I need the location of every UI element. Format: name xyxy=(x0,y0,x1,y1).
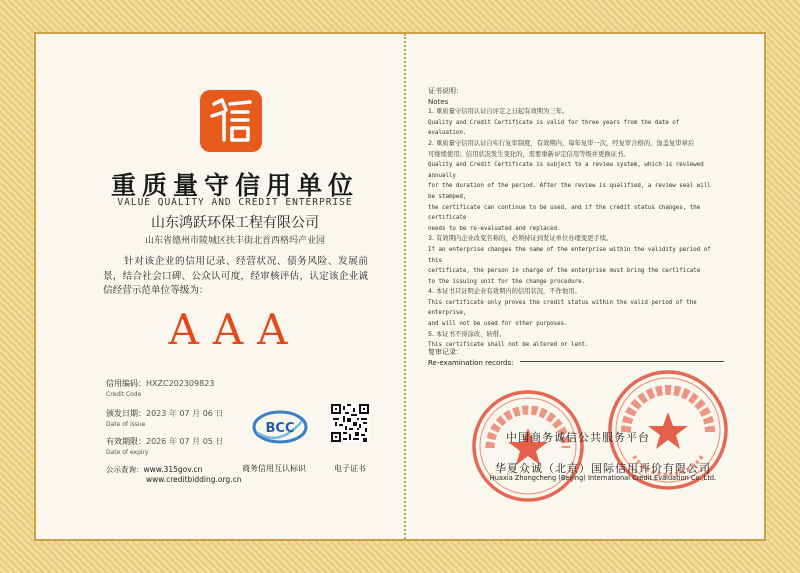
expiry-date-value: 2026 年 07 月 05 日 xyxy=(146,437,224,446)
issuer-company-en: Huaxia Zhongcheng (Beijing) International Credit Evaluation Co.,Ltd. xyxy=(489,474,717,482)
query-url-1[interactable]: www.315gov.cn xyxy=(143,465,203,474)
bcc-caption: 商务信用互认标识 xyxy=(242,464,306,473)
credit-logo-icon xyxy=(200,90,262,152)
credit-grade: AAA xyxy=(168,305,302,354)
certificate-title: 重质量守信用单位 xyxy=(110,171,359,200)
credit-code-label: 信用编码： xyxy=(106,379,146,388)
reexam-label-en: Re-examination records: xyxy=(428,359,514,367)
company-address: 山东省德州市陵城区扶丰街北首西格玛产业园 xyxy=(144,236,325,246)
issue-date-label: 颁发日期： xyxy=(106,409,146,418)
expiry-date xyxy=(106,437,223,458)
query-label: 公示查询： xyxy=(106,465,144,474)
note-3-en-b: certificate, the person in charge of the enterprise must bring the certificate xyxy=(428,268,701,275)
note-3-en-a: If an enterprise changes the name of the enterprise within the validity period of this xyxy=(428,246,711,264)
note-2-en-d: needs to be re-evaluated and replaced. xyxy=(428,225,561,232)
note-4-en-b: and will not be used for other purposes. xyxy=(428,321,568,328)
note-2-cn-b: 可继续使用；信用状况发生变化的，需要重新评定信用等级并更换证书。 xyxy=(428,150,630,158)
note-2-en-b: for the duration of the period. After the review is qualified, a review seal will be stamped, xyxy=(428,183,711,200)
notes-heading-en: Notes xyxy=(428,97,449,106)
note-4-cn: 4. 本证书只证明企业有效期内的信用状况，不作他用。 xyxy=(428,288,581,296)
notes-section xyxy=(428,86,718,351)
issuer-platform: 中国商务诚信公共服务平台 xyxy=(506,431,650,444)
issuer-company: 华夏众诚（北京）国际信用评价有限公司 xyxy=(495,462,711,475)
query-url-2[interactable]: www.creditbidding.org.cn xyxy=(146,475,242,484)
expiry-date-label: 有效期限： xyxy=(106,437,146,446)
credit-code-en: Credit Code xyxy=(106,391,142,398)
reexam-label-cn: 复审记录： xyxy=(428,348,463,356)
note-5-en: This certificate shall not be altered or lent. xyxy=(428,342,589,349)
seal-left-icon xyxy=(470,388,586,504)
credit-code xyxy=(106,379,214,400)
notes-heading-cn: 证书说明： xyxy=(428,87,463,95)
note-4-en-a: This certificate only proves the credit status within the valid period of the enterprise, xyxy=(428,299,697,317)
query-site-1 xyxy=(106,464,202,475)
note-1-en: Quality and Credit Certificate is valid for three years from the date of evaluation. xyxy=(428,119,680,137)
note-1-cn: 1. 重质量守信用认证自评定之日起有效期为三年。 xyxy=(428,108,569,116)
bcc-text: BCC xyxy=(265,421,295,436)
qr-code[interactable] xyxy=(331,404,369,442)
note-3-cn: 3. 有效期内企业改变名称的，必须持证到发证单位办理变更手续。 xyxy=(428,235,613,243)
reexam-line xyxy=(520,361,724,362)
note-5-cn: 5. 本证书不得涂改、转借。 xyxy=(428,330,506,338)
expiry-date-en: Date of expiry xyxy=(106,449,149,456)
credit-code-value: HXZC202309823 xyxy=(146,379,215,388)
bcc-mark-icon xyxy=(250,407,310,447)
certificate-title-en: VALUE QUALITY AND CREDIT ENTERPRISE xyxy=(117,197,353,208)
center-divider xyxy=(404,34,406,539)
note-2-en-a: Quality and Credit Certificate is subject to a review system, which is reviewed annually xyxy=(428,162,704,179)
company-name: 山东鸿跃环保工程有限公司 xyxy=(151,215,319,231)
note-2-en-c: the certificate can continue to be used, and if the credit status changes, the certificate xyxy=(428,204,701,222)
re-examination xyxy=(428,347,514,369)
issue-date xyxy=(106,409,223,430)
note-2-cn-a: 2. 重质量守信用认证自实行复审制度，有效期内，每年复审一次，经复审合格的，加盖复审章后 xyxy=(428,139,695,147)
note-3-en-c: to the issuing unit for the change procedure. xyxy=(428,278,586,285)
qr-caption: 电子证书 xyxy=(334,464,366,473)
issue-date-value: 2023 年 07 月 06 日 xyxy=(146,409,224,418)
issue-date-en: Date of issue xyxy=(106,421,146,428)
certificate-description: 针对该企业的信用记录、经营状况、债务风险、发展前景，结合社会口碑、公众认可度，经审核评估，认定该企业诚信经营示范单位等级为： xyxy=(103,256,368,296)
